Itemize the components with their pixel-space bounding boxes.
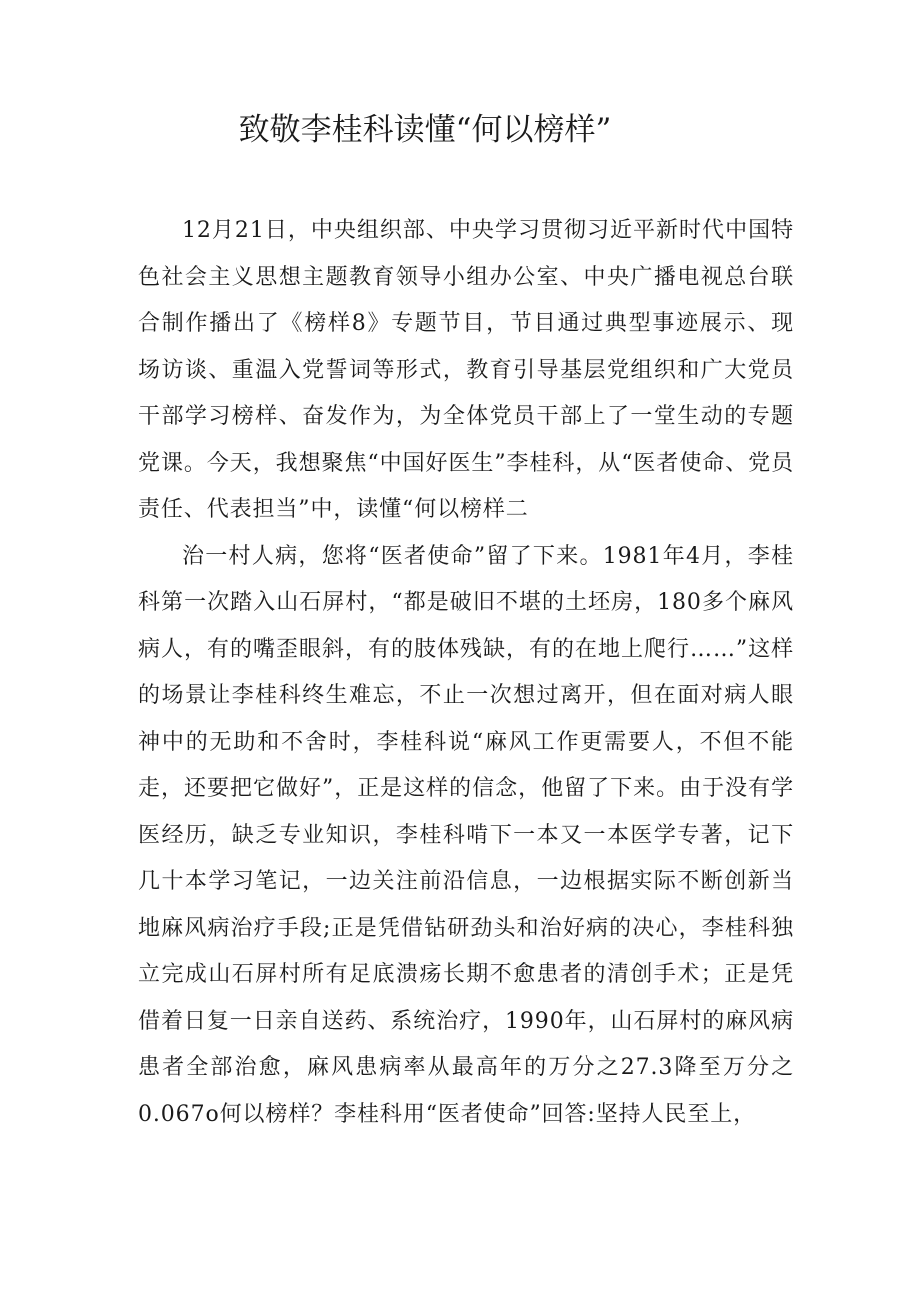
document-body	[138, 208, 794, 1138]
paragraph-2: 治一村人病，您将“医者使命”留了下来。1981年4月，李桂科第一次踏入山石屏村，“都是破旧不堪的土坯房，180多个麻风病人，有的嘴歪眼斜，有的肢体残缺，有的在地上爬行……”这样的场景让李桂科终生难忘，不止一次想过离开，但在面对病人眼神中的无助和不舍时，李桂科说“麻风工作更需要人，不但不能走，还要把它做好”，正是这样的信念，他留了下来。由于没有学医经历，缺乏专业知识，李桂科啃下一本又一本医学专著，记下几十本学习笔记，一边关注前沿信息，一边根据实际不断创新当地麻风病治疗手段;正是凭借钻研劲头和治好病的决心，李桂科独立完成山石屏村所有足底溃疡长期不愈患者的清创手术；正是凭借着日复一日亲自送药、系统治疗，1990年，山石屏村的麻风病患者全部治愈，麻风患病率从最高年的万分之27.3降至万分之0.067o何以榜样？李桂科用“医者使命”回答:坚持人民至上，	[138, 543, 794, 1127]
paragraph-1: 12月21日，中央组织部、中央学习贯彻习近平新时代中国特色社会主义思想主题教育领导小组办公室、中央广播电视总台联合制作播出了《榜样8》专题节目，节目通过典型事迹展示、现场访谈、重温入党誓词等形式，教育引导基层党组织和广大党员干部学习榜样、奋发作为，为全体党员干部上了一堂生动的专题党课。今天，我想聚焦“中国好医生”李桂科，从“医者使命、党员责任、代表担当”中，读懂“何以榜样二	[138, 218, 794, 522]
document-title: 致敬李桂科读懂“何以榜样”	[238, 112, 612, 148]
